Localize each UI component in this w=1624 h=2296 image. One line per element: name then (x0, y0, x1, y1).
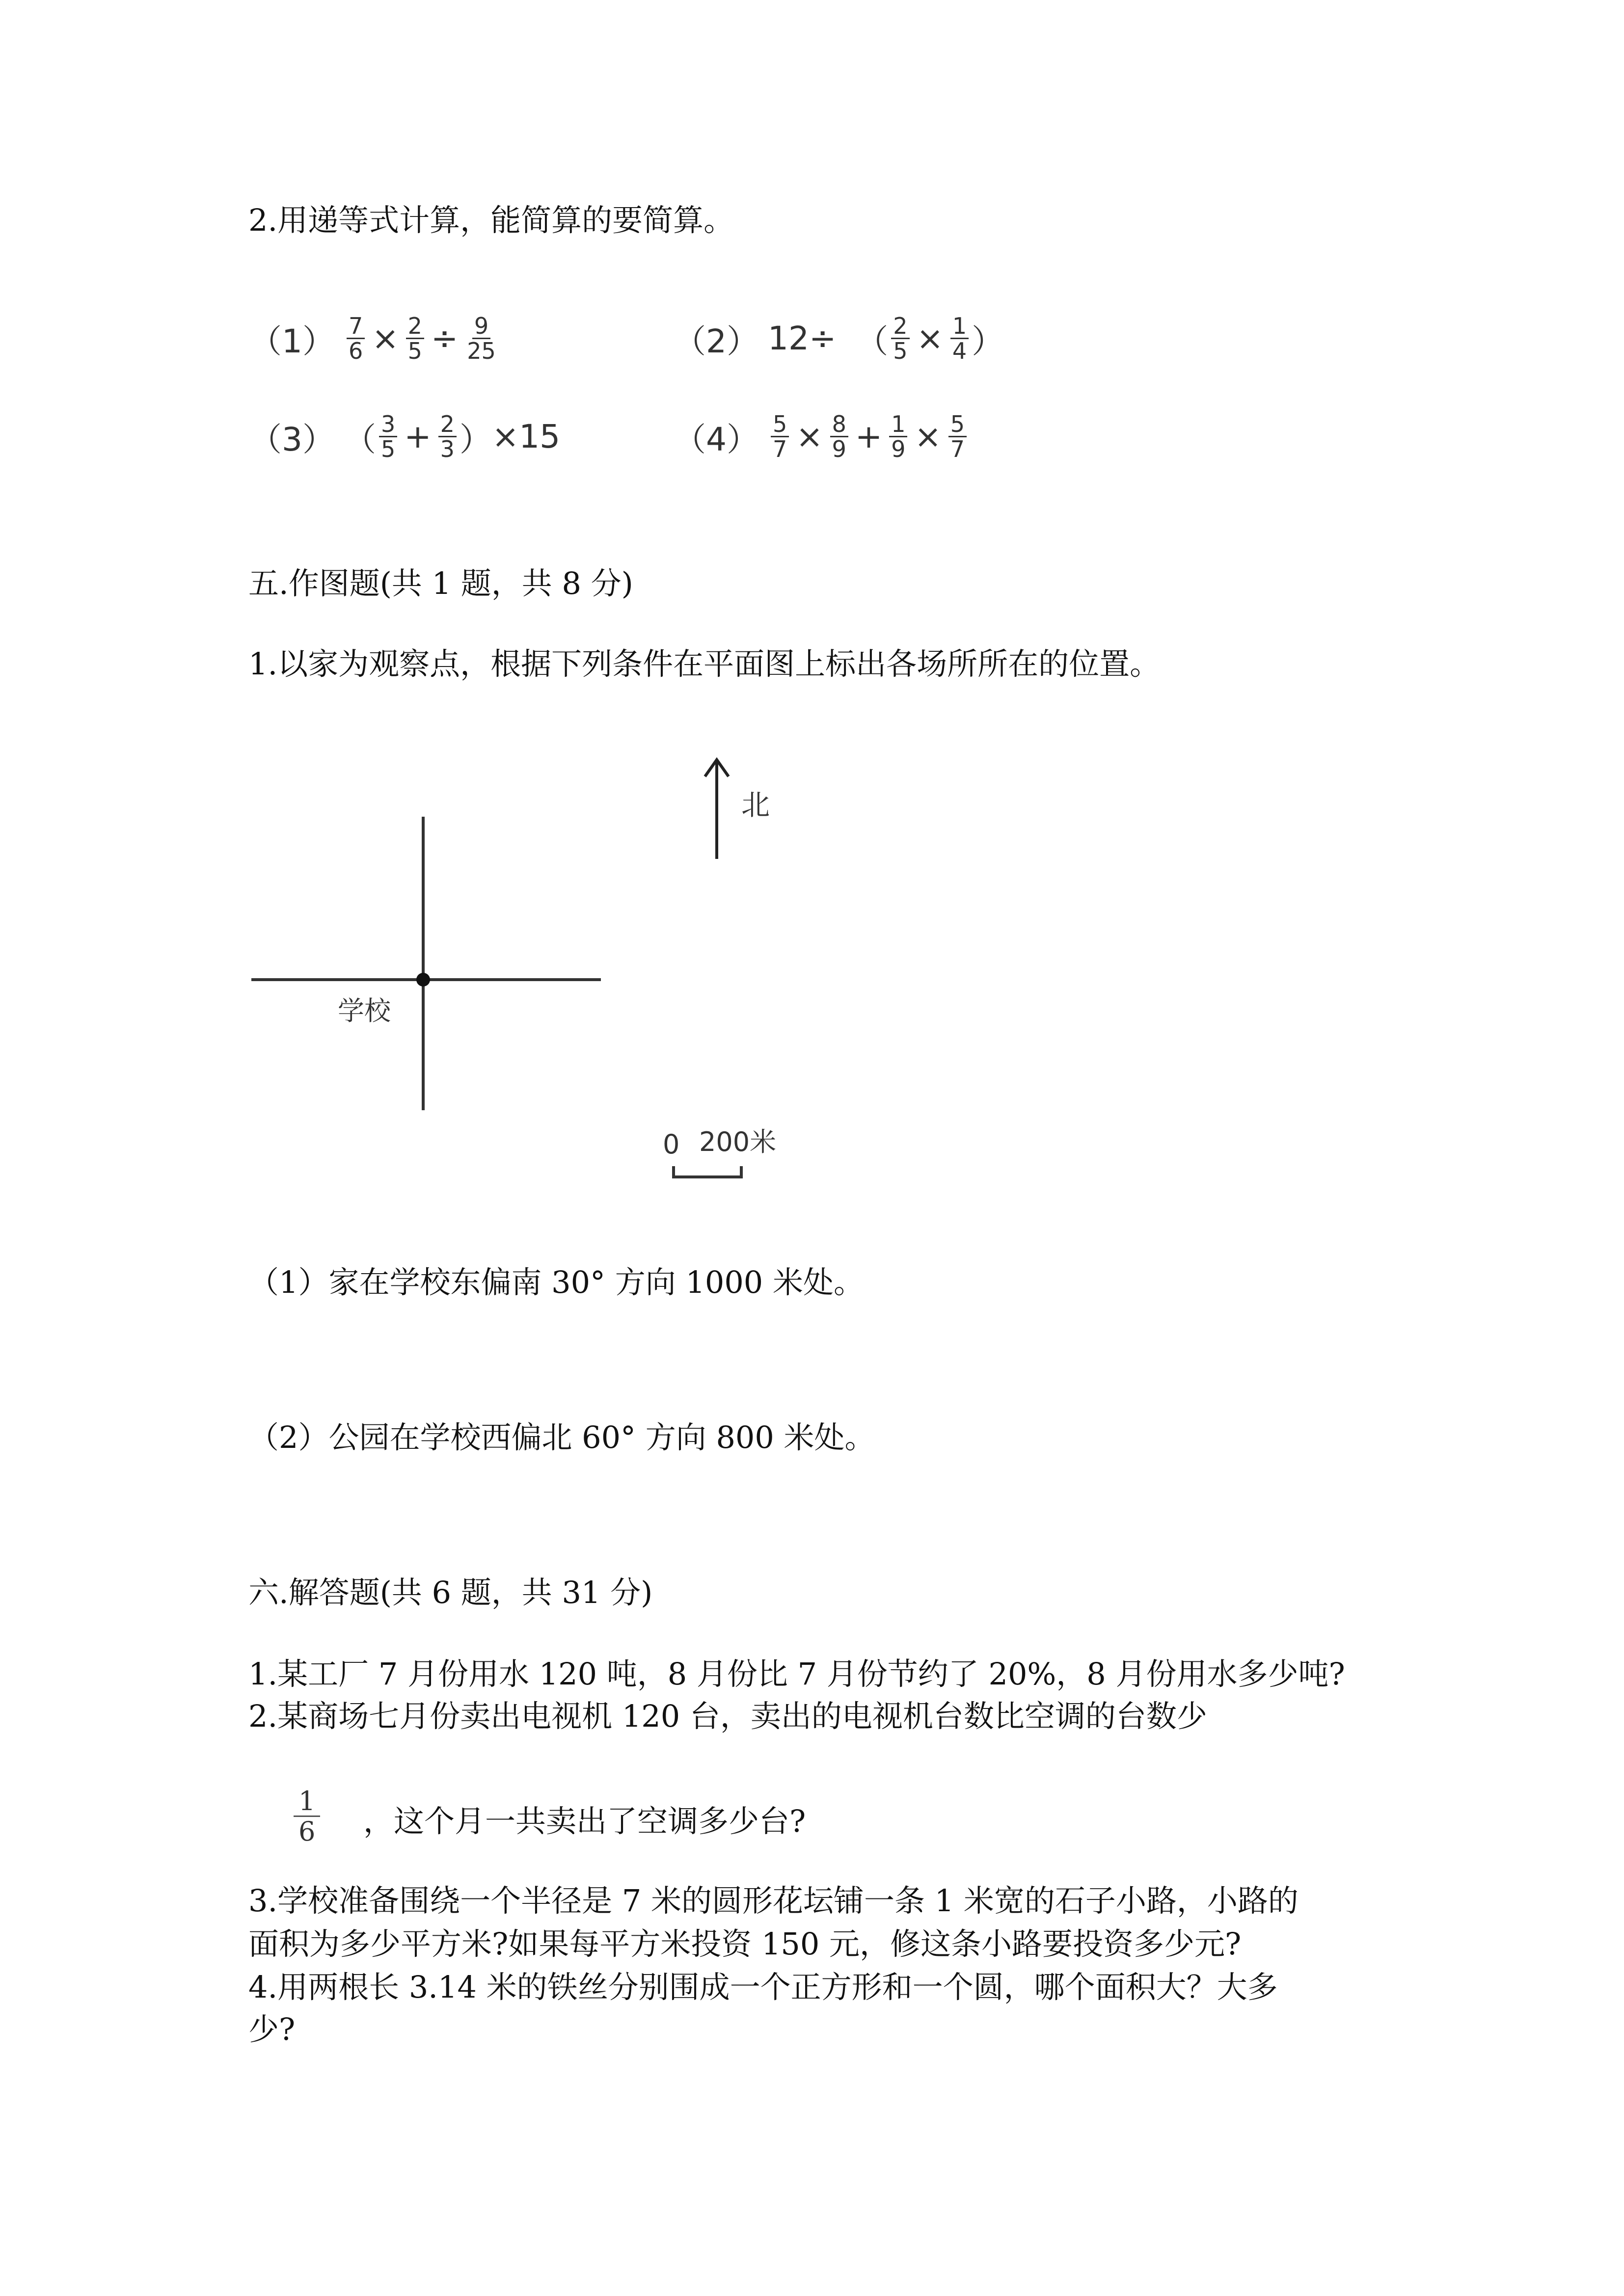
expression-label: （1） (249, 322, 335, 361)
paren: ） (972, 322, 1004, 361)
expression-1 (249, 314, 501, 363)
scale-label: 200米 (699, 1126, 777, 1157)
expression-3 (249, 412, 560, 461)
problem-3-line-1: 3.学校准备围绕一个半径是 7 米的圆形花坛铺一条 1 米宽的石子小路，小路的 (248, 1883, 1299, 1919)
problem-2-fraction (294, 1787, 320, 1846)
problem-2-line-2: ，这个月一共卖出了空调多少台? (363, 1803, 806, 1839)
fraction-denominator: 6 (298, 1816, 316, 1847)
condition-1: （1）家在学校东偏南 30° 方向 1000 米处。 (248, 1264, 864, 1300)
fraction: $\frac{2}{3}$ (438, 412, 457, 461)
map-diagram (0, 736, 1624, 1227)
problem-2-line-1: 2.某商场七月份卖出电视机 120 台，卖出的电视机台数比空调的台数少 (248, 1698, 1207, 1734)
scale-zero: 0 (663, 1129, 680, 1160)
north-label: 北 (741, 788, 770, 822)
section-heading: 五.作图题(共 1 题，共 8 分) (248, 565, 633, 601)
school-point (416, 973, 430, 987)
fraction: $\frac{1}{9}$ (889, 412, 907, 461)
paren: （ (856, 322, 889, 361)
operator: + (855, 418, 883, 456)
paren: （ (344, 421, 376, 459)
section-heading: 六.解答题(共 6 题，共 31 分) (248, 1575, 653, 1610)
fraction: $\frac{5}{7}$ (771, 412, 789, 461)
expression-label: （4） (674, 421, 759, 459)
fraction-numerator: 1 (294, 1787, 320, 1817)
fraction: $\frac{5}{7}$ (948, 412, 967, 461)
operator: × (916, 320, 944, 358)
expression-2 (674, 314, 1004, 363)
expression-tail: ×15 (491, 418, 561, 456)
expression-label: （2） (674, 322, 759, 361)
problem-4-line-2: 少? (248, 2011, 296, 2047)
operator: ÷ (431, 320, 459, 358)
expression-lead: 12÷ (768, 320, 837, 358)
question-text: 1.以家为观察点，根据下列条件在平面图上标出各场所所在的位置。 (248, 646, 1161, 682)
fraction: $\frac{9}{25}$ (467, 313, 496, 365)
operator: × (796, 418, 823, 456)
fraction: $\frac{8}{9}$ (830, 412, 848, 461)
condition-2: （2）公园在学校西偏北 60° 方向 800 米处。 (248, 1419, 875, 1455)
fraction: $\frac{3}{5}$ (379, 412, 397, 461)
problem-4-line-1: 4.用两根长 3.14 米的铁丝分别围成一个正方形和一个圆，哪个面积大？大多 (248, 1969, 1278, 2005)
expression-4 (674, 412, 970, 461)
problem-3-line-2: 面积为多少平方米?如果每平方米投资 150 元，修这条小路要投资多少元? (248, 1926, 1242, 1962)
paren: ） (459, 421, 492, 459)
question-title: 2.用递等式计算，能简算的要简算。 (248, 202, 734, 238)
fraction: $\frac{1}{4}$ (950, 314, 969, 363)
operator: × (914, 418, 942, 456)
operator: + (404, 418, 432, 456)
fraction: $\frac{2}{5}$ (891, 314, 909, 363)
fraction: $\frac{7}{6}$ (347, 314, 365, 363)
scale-bar (674, 1166, 741, 1177)
school-label: 学校 (338, 995, 391, 1026)
expression-label: （3） (249, 421, 335, 459)
problem-1: 1.某工厂 7 月份用水 120 吨，8 月份比 7 月份节约了 20%，8 月份用水多少吨? (248, 1656, 1345, 1692)
operator: × (372, 320, 399, 358)
fraction: $\frac{2}{5}$ (406, 314, 424, 363)
